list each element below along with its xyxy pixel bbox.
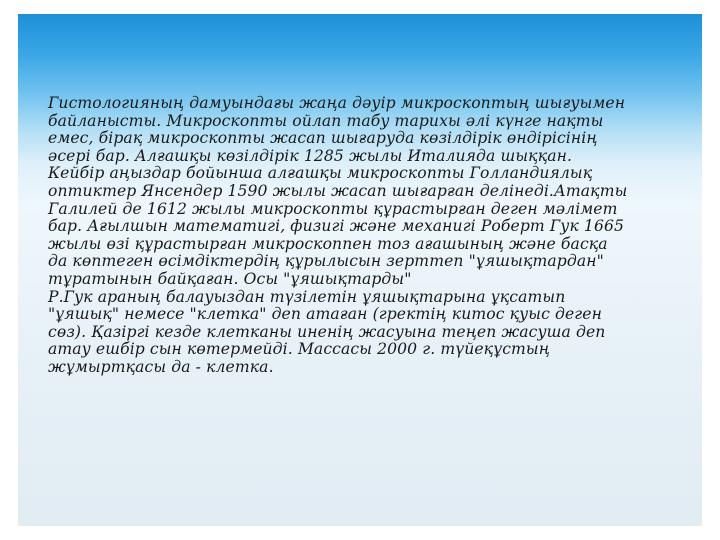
slide-body-text [48, 95, 698, 377]
text-line-16: жұмыртқасы да - клетка. [48, 357, 274, 376]
text-line-2: байланысты. Микроскопты ойлап табу тарихы әлі күнге нақты [48, 111, 604, 130]
text-line-5: Кейбір аңыздар бойынша алғашқы микроскопты Голландиялық [48, 164, 593, 183]
text-line-15: атау ешбір сын көтермейді. Массасы 2000 г. түйеқұстың [48, 340, 550, 359]
text-line-10: да көптеген өсімдіктердің құрылысын зерттеп "ұяшықтардан" [48, 252, 604, 271]
text-line-11: тұратынын байқаған. Осы "ұяшықтарды" [48, 269, 412, 288]
text-line-9: жылы өзі құрастырған микроскоппен тоз ағашының және басқа [48, 234, 608, 253]
text-line-14: сөз). Қазіргі кезде клетканы иненің жасуына теңеп жасуша деп [48, 322, 606, 341]
text-line-12: Р.Гук араның балауыздан түзілетін ұяшықтарына ұқсатып [48, 287, 566, 306]
text-line-4: әсері бар. Алғашқы көзілдірік 1285 жылы Италияда шыққан. [48, 146, 573, 165]
text-line-1: Гистологияның дамуындағы жаңа дәуір микроскоптың шығуымен [48, 94, 626, 112]
text-line-7: Галилей де 1612 жылы микроскопты құрастырған деген мәлімет [48, 199, 618, 218]
text-line-3: емес, бірақ микроскопты жасап шығаруда көзілдірік өндірісінің [48, 129, 598, 148]
text-line-6: оптиктер Янсендер 1590 жылы жасап шығарған делінеді.Атақты [48, 181, 628, 200]
text-line-8: бар. Ағылшын математигі, физигі және механигі Роберт Гук 1665 [48, 217, 625, 236]
text-line-13: "ұяшық" немесе "клетка" деп атаған (гректің китос қуыс деген [48, 305, 602, 324]
